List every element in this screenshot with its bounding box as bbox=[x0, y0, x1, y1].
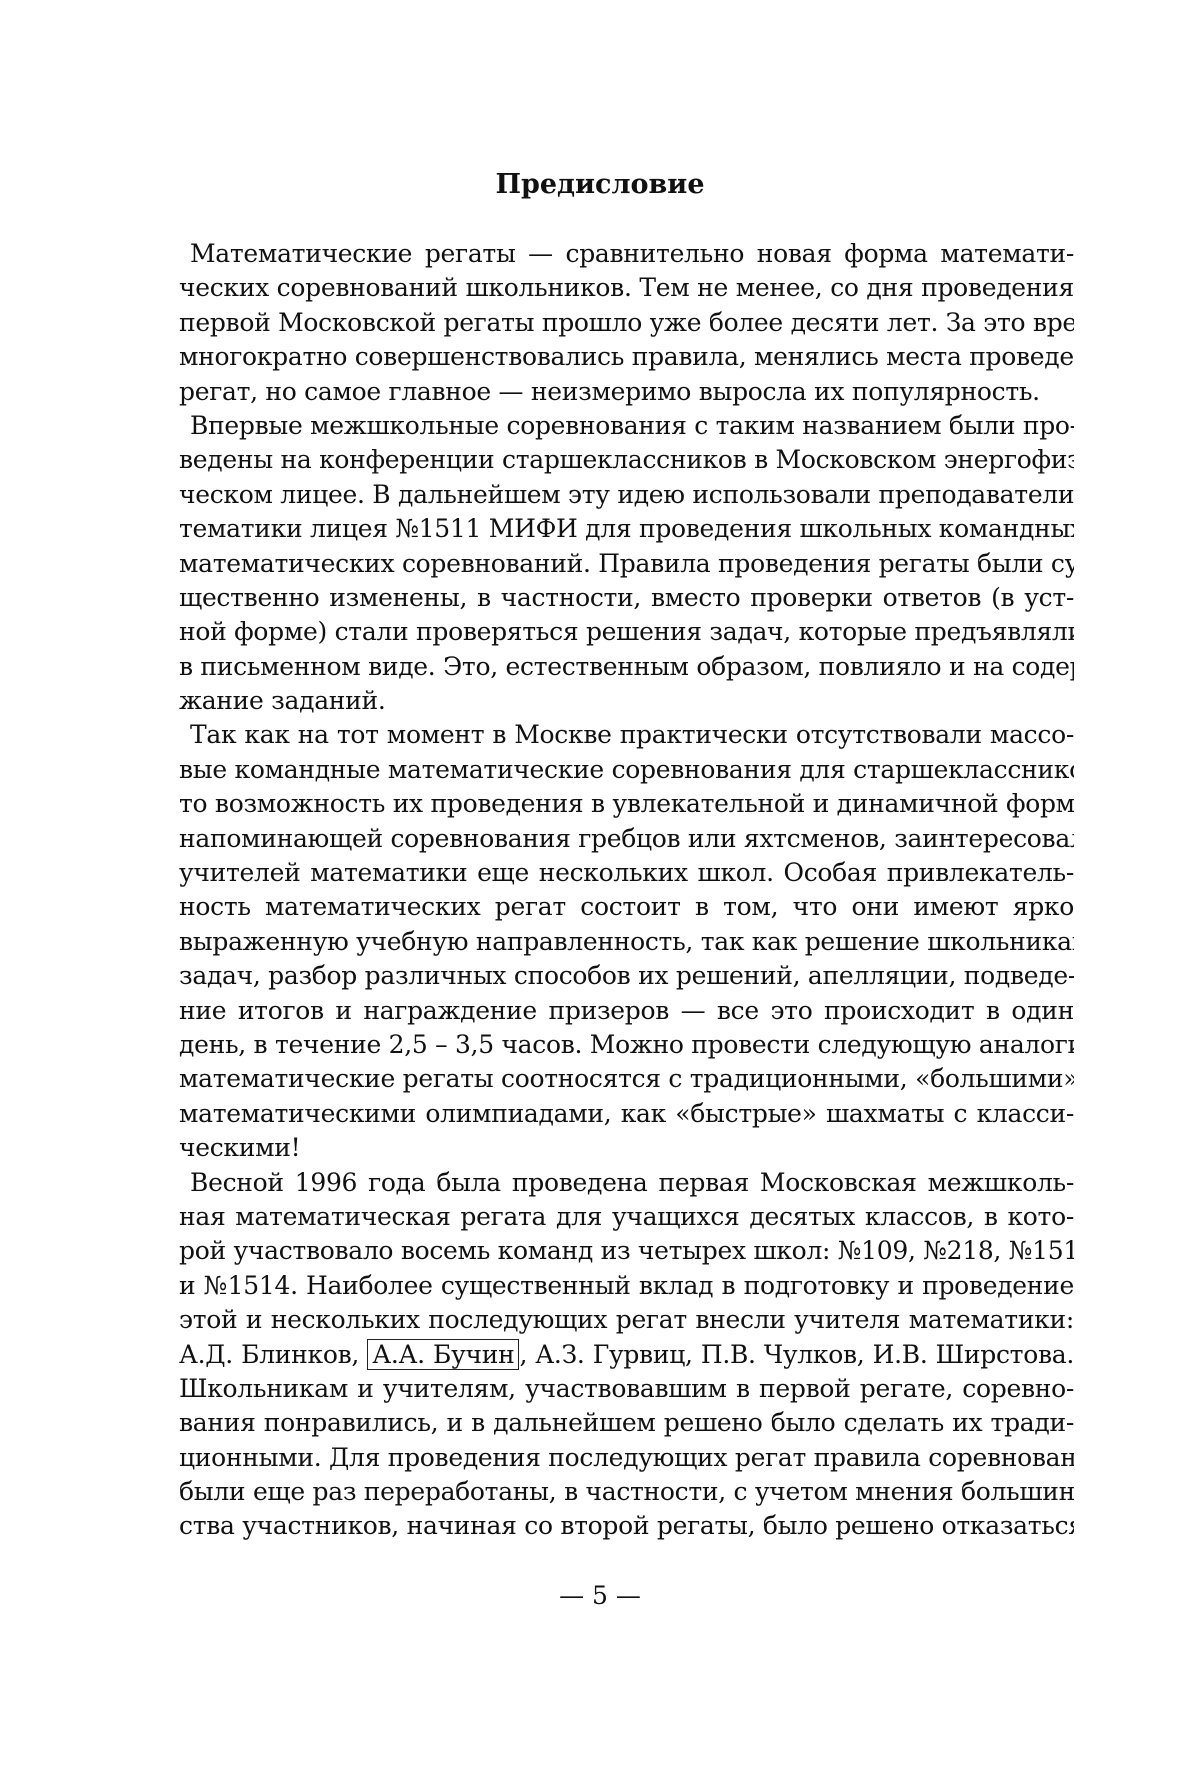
text-line: напоминающей соревнования гребцов или яхтсменов, заинтересовала bbox=[168, 822, 1074, 856]
text-line: вания понравились, и в дальнейшем решено было сделать их тради- bbox=[168, 1406, 1074, 1440]
text-line: Впервые межшкольные соревнования с таким названием были про- bbox=[168, 409, 1074, 443]
text-line: ведены на конференции старшеклассников в Московском энергофизи- bbox=[168, 443, 1074, 477]
text-line: то возможность их проведения в увлекательной и динамичной форме, bbox=[168, 787, 1074, 821]
text-line: Школьникам и учителям, участвовавшим в первой регате, соревно- bbox=[168, 1372, 1074, 1406]
text-line: учителей математики еще нескольких школ. Особая привлекатель- bbox=[168, 856, 1074, 890]
paragraph-1 bbox=[168, 237, 1074, 409]
text-line: выраженную учебную направленность, так как решение школьниками bbox=[168, 925, 1074, 959]
page-number: — 5 — bbox=[0, 1579, 1200, 1613]
text-line: ческом лицее. В дальнейшем эту идею использовали преподаватели ма- bbox=[168, 478, 1074, 512]
text-line: вые командные математические соревнования для старшеклассников, bbox=[168, 753, 1074, 787]
text-line: щественно изменены, в частности, вместо проверки ответов (в уст- bbox=[168, 581, 1074, 615]
text-line: в письменном виде. Это, естественным образом, повлияло и на содер- bbox=[168, 650, 1074, 684]
text-line: этой и нескольких последующих регат внесли учителя математики: bbox=[168, 1303, 1074, 1337]
page-title: Предисловие bbox=[0, 168, 1200, 202]
text-line: ства участников, начиная со второй регаты, было решено отказаться bbox=[168, 1509, 1074, 1543]
highlighted-name-box: А.А. Бучин bbox=[367, 1339, 519, 1370]
text-fragment: А.Д. Блинков, bbox=[179, 1340, 367, 1369]
text-line: многократно совершенствовались правила, менялись места проведения bbox=[168, 340, 1074, 374]
text-line: рой участвовало восемь команд из четырех школ: №109, №218, №1511 bbox=[168, 1234, 1074, 1268]
text-line: и №1514. Наиболее существенный вклад в подготовку и проведение bbox=[168, 1269, 1074, 1303]
text-line: ние итогов и награждение призеров — все это происходит в один bbox=[168, 994, 1074, 1028]
paragraph-3 bbox=[168, 718, 1074, 1165]
text-line: первой Московской регаты прошло уже более десяти лет. За это время bbox=[168, 306, 1074, 340]
text-line: день, в течение 2,5 – 3,5 часов. Можно провести следующую аналогию: bbox=[168, 1028, 1074, 1062]
text-line: ческими! bbox=[168, 1131, 1074, 1165]
text-line: задач, разбор различных способов их решений, апелляции, подведе- bbox=[168, 959, 1074, 993]
text-line: Весной 1996 года была проведена первая Московская межшколь- bbox=[168, 1166, 1074, 1200]
text-line: регат, но самое главное — неизмеримо выросла их популярность. bbox=[168, 375, 1074, 409]
text-fragment: , А.З. Гурвиц, П.В. Чулков, И.В. Ширстова. bbox=[519, 1340, 1074, 1369]
text-line: были еще раз переработаны, в частности, с учетом мнения большин- bbox=[168, 1475, 1074, 1509]
text-line: ционными. Для проведения последующих регат правила соревнований bbox=[168, 1441, 1074, 1475]
paragraph-4 bbox=[168, 1166, 1074, 1544]
text-line: ность математических регат состоит в том, что они имеют ярко bbox=[168, 890, 1074, 924]
text-line: математических соревнований. Правила проведения регаты были су- bbox=[168, 547, 1074, 581]
text-line: математические регаты соотносятся с традиционными, «большими» bbox=[168, 1062, 1074, 1096]
body-text bbox=[168, 237, 1074, 1544]
paragraph-2 bbox=[168, 409, 1074, 719]
text-line: Так как на тот момент в Москве практически отсутствовали массо- bbox=[168, 718, 1074, 752]
text-line: жание заданий. bbox=[168, 684, 1074, 718]
text-line: математическими олимпиадами, как «быстрые» шахматы с класси- bbox=[168, 1097, 1074, 1131]
text-line: Математические регаты — сравнительно новая форма математи- bbox=[168, 237, 1074, 271]
text-line: тематики лицея №1511 МИФИ для проведения школьных командных bbox=[168, 512, 1074, 546]
text-line: ная математическая регата для учащихся десятых классов, в кото- bbox=[168, 1200, 1074, 1234]
text-line-with-highlight bbox=[168, 1338, 1074, 1372]
document-page bbox=[0, 0, 1200, 1777]
text-line: ной форме) стали проверяться решения задач, которые предъявлялись bbox=[168, 615, 1074, 649]
text-line: ческих соревнований школьников. Тем не менее, со дня проведения bbox=[168, 271, 1074, 305]
